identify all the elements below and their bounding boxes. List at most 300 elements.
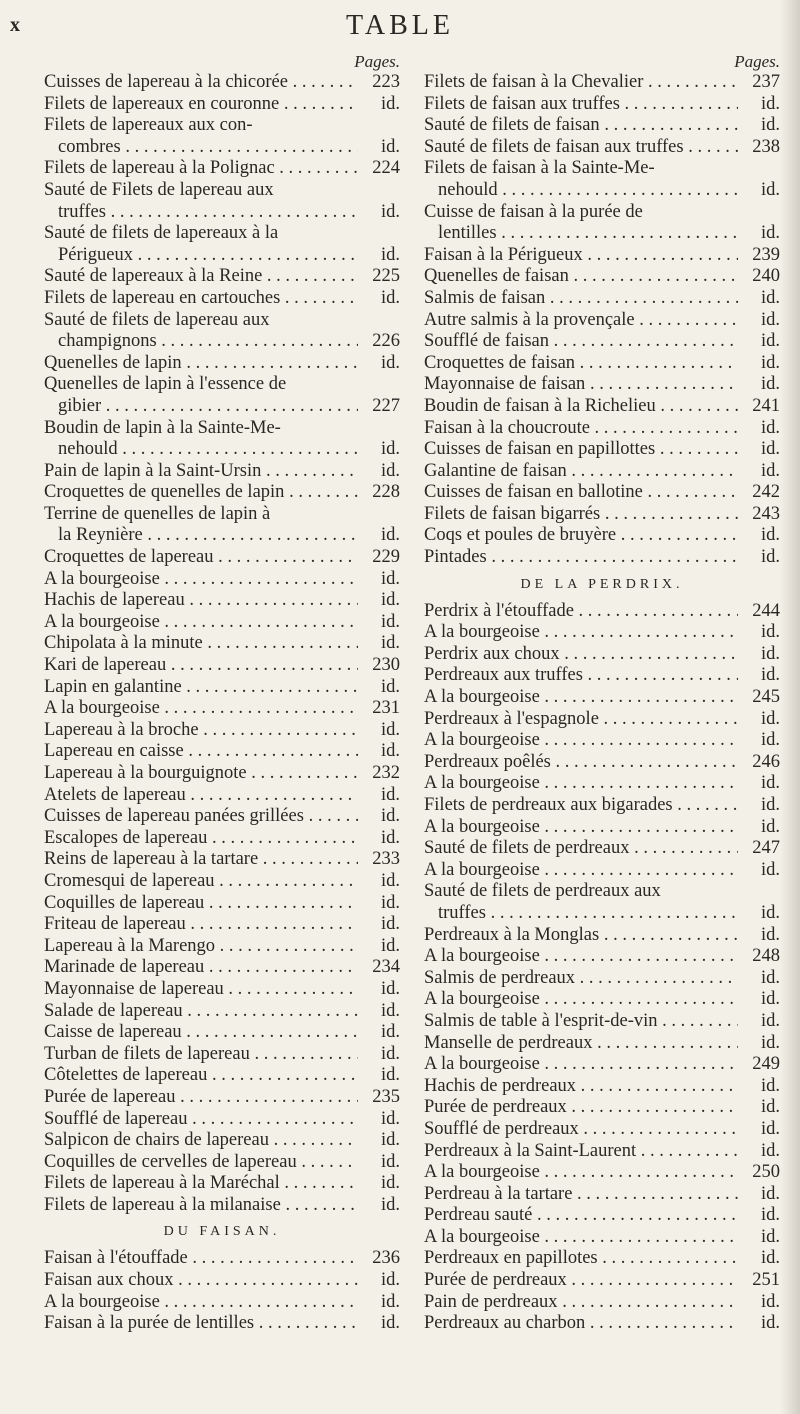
entry-title: Faisan à la choucroute . . . — [424, 418, 738, 440]
entry-page: id. — [760, 525, 780, 546]
entry-page: id. — [380, 1043, 400, 1064]
index-entry — [44, 1313, 400, 1335]
entry-page: id. — [380, 1151, 400, 1172]
entry-title: Escalopes de lapereau . . . — [44, 828, 358, 850]
entry-title: Perdreaux au charbon . . . — [424, 1313, 738, 1335]
entry-title: Manselle de perdreaux . . . — [424, 1033, 738, 1055]
entry-page: id. — [380, 633, 400, 654]
entry-title: Perdrix à l'étouffade . . . — [424, 601, 738, 623]
index-entry — [424, 903, 780, 925]
page-edge-shadow — [780, 0, 800, 1414]
entry-title: Boudin de faisan à la Richelieu . . . — [424, 396, 738, 418]
entry-title: Marinade de lapereau . . . — [44, 957, 358, 979]
left-column-entries — [44, 72, 400, 1335]
entry-page: id. — [760, 622, 780, 643]
index-entry — [424, 266, 780, 288]
index-entry — [44, 1087, 400, 1109]
entry-page: id. — [380, 870, 400, 891]
entry-page: id. — [380, 1270, 400, 1291]
index-entry — [424, 461, 780, 483]
index-entry — [424, 1270, 780, 1292]
entry-title: Perdreaux aux truffes . . . — [424, 665, 738, 687]
entry-title: Perdreau à la tartare . . . — [424, 1184, 738, 1206]
index-entry — [44, 590, 400, 612]
index-entry — [424, 180, 780, 202]
index-entry — [424, 158, 780, 180]
entry-page: id. — [380, 676, 400, 697]
entry-page: 242 — [752, 482, 780, 503]
entry-title: Sauté de lapereaux à la Reine . . . — [44, 266, 358, 288]
entry-page: id. — [380, 1173, 400, 1194]
index-entry — [424, 860, 780, 882]
entry-page: 226 — [372, 331, 400, 352]
entry-page: id. — [380, 978, 400, 999]
entry-title: Soufflé de faisan . . . — [424, 331, 738, 353]
entry-page: 237 — [752, 72, 780, 92]
entry-title: Salmis de table à l'esprit-de-vin . . . — [424, 1011, 738, 1033]
entry-page: id. — [380, 827, 400, 848]
index-entry — [44, 741, 400, 763]
entry-title: A la bourgeoise . . . — [424, 730, 738, 752]
entry-title: Friteau de lapereau . . . — [44, 914, 358, 936]
entry-title: nehould . . . — [438, 180, 738, 202]
index-entry — [44, 1195, 400, 1217]
index-entry — [424, 644, 780, 666]
index-entry — [424, 773, 780, 795]
entry-title: A la bourgeoise . . . — [424, 817, 738, 839]
entry-page: id. — [760, 93, 780, 114]
index-entry — [424, 223, 780, 245]
index-entry — [44, 72, 400, 94]
entry-page: id. — [760, 967, 780, 988]
index-entry — [424, 1162, 780, 1184]
index-entry — [44, 720, 400, 742]
index-entry — [424, 1076, 780, 1098]
entry-page: 231 — [372, 698, 400, 719]
entry-page: id. — [380, 1291, 400, 1312]
index-entry — [44, 525, 400, 547]
index-entry — [424, 946, 780, 968]
index-entry — [44, 1270, 400, 1292]
entry-title: Caisse de lapereau . . . — [44, 1022, 358, 1044]
entry-page: 228 — [372, 482, 400, 503]
entry-page: id. — [760, 730, 780, 751]
entry-title: Filets de lapereau à la Polignac . . . — [44, 158, 358, 180]
index-entry — [44, 957, 400, 979]
entry-title: Sauté de filets de faisan . . . — [424, 115, 738, 137]
entry-page: id. — [380, 806, 400, 827]
entry-page: id. — [380, 525, 400, 546]
entry-title: Purée de perdreaux . . . — [424, 1270, 738, 1292]
entry-page: id. — [760, 1183, 780, 1204]
index-entry — [424, 687, 780, 709]
entry-page: id. — [760, 1032, 780, 1053]
entry-page: id. — [380, 590, 400, 611]
entry-page: 235 — [372, 1086, 400, 1107]
entry-title: Purée de lapereau . . . — [44, 1087, 358, 1109]
index-entry — [44, 115, 400, 137]
index-entry — [44, 763, 400, 785]
index-entry — [44, 288, 400, 310]
entry-title: Lapereau à la bourguignote . . . — [44, 763, 358, 785]
entry-page: id. — [380, 935, 400, 956]
entry-page: id. — [760, 989, 780, 1010]
entry-page: id. — [380, 460, 400, 481]
entry-title: Cuisses de faisan en ballotine . . . — [424, 482, 738, 504]
index-entry — [424, 245, 780, 267]
entry-page: id. — [760, 460, 780, 481]
index-entry — [424, 1097, 780, 1119]
index-entry — [424, 504, 780, 526]
index-entry — [424, 331, 780, 353]
index-entry — [44, 979, 400, 1001]
entry-title: Faisan à l'étouffade . . . — [44, 1248, 358, 1270]
index-entry — [44, 871, 400, 893]
index-entry — [44, 418, 400, 440]
index-entry — [424, 1313, 780, 1335]
index-entry — [44, 245, 400, 267]
entry-page: id. — [760, 1010, 780, 1031]
index-entry — [424, 72, 780, 94]
entry-page: 245 — [752, 687, 780, 708]
index-entry — [424, 1054, 780, 1076]
index-entry — [44, 180, 400, 202]
entry-page: id. — [760, 223, 780, 244]
index-entry — [44, 439, 400, 461]
index-entry — [44, 893, 400, 915]
entry-page: 223 — [372, 72, 400, 92]
entry-page: id. — [760, 1291, 780, 1312]
index-entry — [424, 202, 780, 224]
entry-page: id. — [380, 741, 400, 762]
index-entry — [424, 418, 780, 440]
entry-title: Salmis de faisan . . . — [424, 288, 738, 310]
entry-title: Lapereau en caisse . . . — [44, 741, 358, 763]
index-entry — [44, 698, 400, 720]
entry-page: id. — [380, 1130, 400, 1151]
index-entry — [44, 158, 400, 180]
entry-title: lentilles . . . — [438, 223, 738, 245]
index-entry — [44, 1109, 400, 1131]
entry-title: Boudin de lapin à la Sainte-Me- — [44, 417, 281, 438]
entry-page: id. — [380, 352, 400, 373]
entry-title: Faisan aux choux . . . — [44, 1270, 358, 1292]
index-entry — [424, 601, 780, 623]
entry-title: Sauté de filets de perdreaux aux — [424, 881, 661, 902]
index-entry — [44, 1044, 400, 1066]
entry-title: Perdreaux en papillotes . . . — [424, 1248, 738, 1270]
entry-page: 248 — [752, 946, 780, 967]
entry-title: truffes . . . — [58, 202, 358, 224]
index-entry — [44, 1173, 400, 1195]
index-entry — [424, 795, 780, 817]
entry-title: Filets de faisan à la Chevalier . . . — [424, 72, 738, 94]
entry-page: id. — [380, 1194, 400, 1215]
entry-title: Terrine de quenelles de lapin à — [44, 503, 271, 524]
index-entry — [44, 1152, 400, 1174]
entry-title: Reins de lapereau à la tartare . . . — [44, 849, 358, 871]
entry-title: Sauté de filets de lapereaux à la — [44, 223, 279, 244]
index-entry — [424, 310, 780, 332]
entry-page: id. — [760, 902, 780, 923]
index-entry — [424, 1205, 780, 1227]
index-entry — [44, 374, 400, 396]
entry-page: id. — [760, 287, 780, 308]
page-header — [0, 6, 800, 46]
index-entry — [424, 1119, 780, 1141]
entry-title: champignons . . . — [58, 331, 358, 353]
entry-title: Purée de perdreaux . . . — [424, 1097, 738, 1119]
entry-title: gibier . . . — [58, 396, 358, 418]
entry-page: id. — [760, 1226, 780, 1247]
entry-title: A la bourgeoise . . . — [44, 612, 358, 634]
entry-title: Faisan à la Périgueux . . . — [424, 245, 738, 267]
index-entry — [44, 828, 400, 850]
entry-title: Sauté de Filets de lapereau aux — [44, 179, 274, 200]
index-entry — [424, 1248, 780, 1270]
entry-page: id. — [760, 331, 780, 352]
entry-title: Filets de faisan à la Sainte-Me- — [424, 158, 655, 179]
entry-page: id. — [760, 708, 780, 729]
entry-title: Sauté de filets de perdreaux . . . — [424, 838, 738, 860]
index-entry — [44, 1248, 400, 1270]
entry-title: Filets de perdreaux aux bigarades . . . — [424, 795, 738, 817]
entry-page: 236 — [372, 1248, 400, 1269]
entry-title: Coquilles de cervelles de lapereau . . . — [44, 1152, 358, 1174]
index-entry — [424, 622, 780, 644]
index-entry — [44, 266, 400, 288]
entry-title: A la bourgeoise . . . — [424, 1054, 738, 1076]
entry-title: A la bourgeoise . . . — [424, 1162, 738, 1184]
index-entry — [44, 612, 400, 634]
index-entry — [424, 547, 780, 569]
entry-title: A la bourgeoise . . . — [424, 687, 738, 709]
entry-page: id. — [760, 374, 780, 395]
index-entry — [424, 288, 780, 310]
entry-page: 232 — [372, 763, 400, 783]
index-entry — [424, 838, 780, 860]
entry-title: Mayonnaise de faisan . . . — [424, 374, 738, 396]
entry-page: id. — [760, 547, 780, 568]
entry-page: 250 — [752, 1162, 780, 1183]
index-entry — [44, 202, 400, 224]
left-column — [44, 52, 400, 1335]
entry-title: Galantine de faisan . . . — [424, 461, 738, 483]
entry-title: Soufflé de perdreaux . . . — [424, 1119, 738, 1141]
index-entry — [424, 374, 780, 396]
entry-page: 240 — [752, 266, 780, 287]
entry-title: Hachis de perdreaux . . . — [424, 1076, 738, 1098]
entry-page: 244 — [752, 600, 780, 621]
index-entry — [44, 569, 400, 591]
entry-page: 233 — [372, 849, 400, 870]
entry-page: id. — [380, 1022, 400, 1043]
entry-page: id. — [380, 244, 400, 265]
index-entry — [44, 482, 400, 504]
entry-title: Faisan à la purée de lentilles . . . — [44, 1313, 358, 1335]
pages-column-label: Pages. — [354, 52, 400, 71]
entry-page: id. — [380, 1065, 400, 1086]
section-heading: DE LA PERDRIX. — [520, 576, 684, 592]
entry-page: id. — [760, 795, 780, 815]
entry-page: id. — [760, 1097, 780, 1118]
index-entry — [424, 94, 780, 116]
index-entry — [424, 396, 780, 418]
entry-title: Côtelettes de lapereau . . . — [44, 1065, 358, 1087]
entry-page: id. — [380, 568, 400, 589]
index-entry — [424, 525, 780, 547]
entry-page: id. — [760, 773, 780, 794]
entry-page: id. — [760, 643, 780, 664]
index-entry — [44, 223, 400, 245]
entry-page: id. — [380, 201, 400, 222]
entry-page: id. — [760, 859, 780, 880]
entry-title: Kari de lapereau . . . — [44, 655, 358, 677]
running-title: TABLE — [346, 10, 454, 41]
index-entry — [424, 752, 780, 774]
entry-title: combres . . . — [58, 137, 358, 159]
index-entry — [44, 806, 400, 828]
entry-title: Cuisse de faisan à la purée de — [424, 201, 643, 222]
entry-title: Coqs et poules de bruyère . . . — [424, 525, 738, 547]
entry-page: 251 — [752, 1270, 780, 1291]
entry-title: Croquettes de lapereau . . . — [44, 547, 358, 569]
entry-title: truffes . . . — [438, 903, 738, 925]
entry-page: id. — [760, 417, 780, 438]
entry-page: 241 — [752, 395, 780, 416]
entry-page: id. — [760, 1205, 780, 1226]
index-entry — [44, 331, 400, 353]
index-entry — [424, 137, 780, 159]
index-entry — [424, 989, 780, 1011]
index-entry — [44, 1130, 400, 1152]
entry-page: id. — [760, 179, 780, 200]
entry-page: id. — [760, 1248, 780, 1269]
entry-page: 225 — [372, 266, 400, 287]
entry-title: Cuisses de faisan en papillottes . . . — [424, 439, 738, 461]
entry-page: 230 — [372, 655, 400, 676]
index-entry — [424, 1011, 780, 1033]
entry-title: Pain de lapin à la Saint-Ursin . . . — [44, 461, 358, 483]
entry-page: 243 — [752, 503, 780, 524]
index-entry — [424, 709, 780, 731]
index-entry — [424, 1141, 780, 1163]
entry-title: A la bourgeoise . . . — [424, 773, 738, 795]
entry-title: Chipolata à la minute . . . — [44, 633, 358, 655]
index-entry — [44, 849, 400, 871]
entry-title: Filets de faisan aux truffes . . . — [424, 94, 738, 116]
index-entry — [424, 925, 780, 947]
index-entry — [424, 881, 780, 903]
entry-title: A la bourgeoise . . . — [424, 1227, 738, 1249]
entry-title: Perdreaux à l'espagnole . . . — [424, 709, 738, 731]
entry-title: Filets de lapereau à la Maréchal . . . — [44, 1173, 358, 1195]
entry-title: Croquettes de quenelles de lapin . . . — [44, 482, 358, 504]
index-entry — [424, 1184, 780, 1206]
entry-page: id. — [380, 1313, 400, 1334]
entry-page: 246 — [752, 751, 780, 772]
entry-title: Filets de faisan bigarrés . . . — [424, 504, 738, 526]
entry-page: 227 — [372, 395, 400, 416]
entry-title: Mayonnaise de lapereau . . . — [44, 979, 358, 1001]
entry-title: A la bourgeoise . . . — [44, 698, 358, 720]
entry-title: nehould . . . — [58, 439, 358, 461]
entry-page: id. — [380, 784, 400, 805]
index-entry — [424, 730, 780, 752]
entry-title: Cuisses de lapereau panées grillées . . . — [44, 806, 358, 828]
index-entry — [44, 396, 400, 418]
entry-title: A la bourgeoise . . . — [424, 860, 738, 882]
index-entry — [44, 633, 400, 655]
index-entry — [44, 677, 400, 699]
index-entry — [424, 968, 780, 990]
entry-title: la Reynière . . . — [58, 525, 358, 547]
entry-title: Pintades . . . — [424, 547, 738, 569]
entry-title: Salpicon de chairs de lapereau . . . — [44, 1130, 358, 1152]
index-entry — [44, 461, 400, 483]
entry-title: Atelets de lapereau . . . — [44, 785, 358, 807]
entry-page: 234 — [372, 957, 400, 978]
index-entry — [44, 1001, 400, 1023]
entry-title: Perdreaux à la Monglas . . . — [424, 925, 738, 947]
entry-page: id. — [380, 1108, 400, 1129]
entry-title: A la bourgeoise . . . — [44, 569, 358, 591]
entry-title: Croquettes de faisan . . . — [424, 353, 738, 375]
entry-title: Perdreau sauté . . . — [424, 1205, 738, 1227]
entry-title: Quenelles de lapin à l'essence de — [44, 374, 287, 395]
index-entry — [424, 439, 780, 461]
entry-title: Filets de lapereau à la milanaise . . . — [44, 1195, 358, 1217]
entry-title: Turban de filets de lapereau . . . — [44, 1044, 358, 1066]
entry-title: Lapereau à la Marengo . . . — [44, 936, 358, 958]
entry-title: Perdrix aux choux . . . — [424, 644, 738, 666]
index-entry — [424, 1033, 780, 1055]
index-entry — [44, 1022, 400, 1044]
entry-title: Autre salmis à la provençale . . . — [424, 310, 738, 332]
index-entry — [44, 785, 400, 807]
entry-title: Cromesqui de lapereau . . . — [44, 871, 358, 893]
entry-title: Soufflé de lapereau . . . — [44, 1109, 358, 1131]
entry-page: id. — [760, 816, 780, 837]
page-number: x — [10, 14, 20, 36]
entry-page: id. — [760, 665, 780, 686]
entry-page: id. — [380, 287, 400, 308]
entry-page: id. — [380, 93, 400, 114]
index-entry — [44, 914, 400, 936]
index-entry — [424, 1227, 780, 1249]
right-column-entries — [424, 72, 780, 1335]
entry-title: Lapin en galantine . . . — [44, 677, 358, 699]
index-entry — [44, 655, 400, 677]
entry-page: id. — [380, 914, 400, 935]
entry-page: id. — [760, 309, 780, 330]
entry-title: Pain de perdreaux . . . — [424, 1292, 738, 1314]
entry-title: Sauté de filets de lapereau aux — [44, 309, 270, 330]
entry-title: Filets de lapereaux aux con- — [44, 115, 253, 136]
entry-page: 249 — [752, 1054, 780, 1075]
entry-title: Hachis de lapereau . . . — [44, 590, 358, 612]
entry-page: id. — [380, 1000, 400, 1021]
entry-page: 238 — [752, 136, 780, 157]
entry-page: id. — [380, 719, 400, 740]
index-entry — [424, 353, 780, 375]
index-entry — [424, 817, 780, 839]
entry-page: id. — [760, 1118, 780, 1139]
entry-page: id. — [760, 1075, 780, 1096]
entry-title: Filets de lapereaux en couronne . . . — [44, 94, 358, 116]
entry-title: Quenelles de faisan . . . — [424, 266, 738, 288]
entry-page: 239 — [752, 244, 780, 265]
